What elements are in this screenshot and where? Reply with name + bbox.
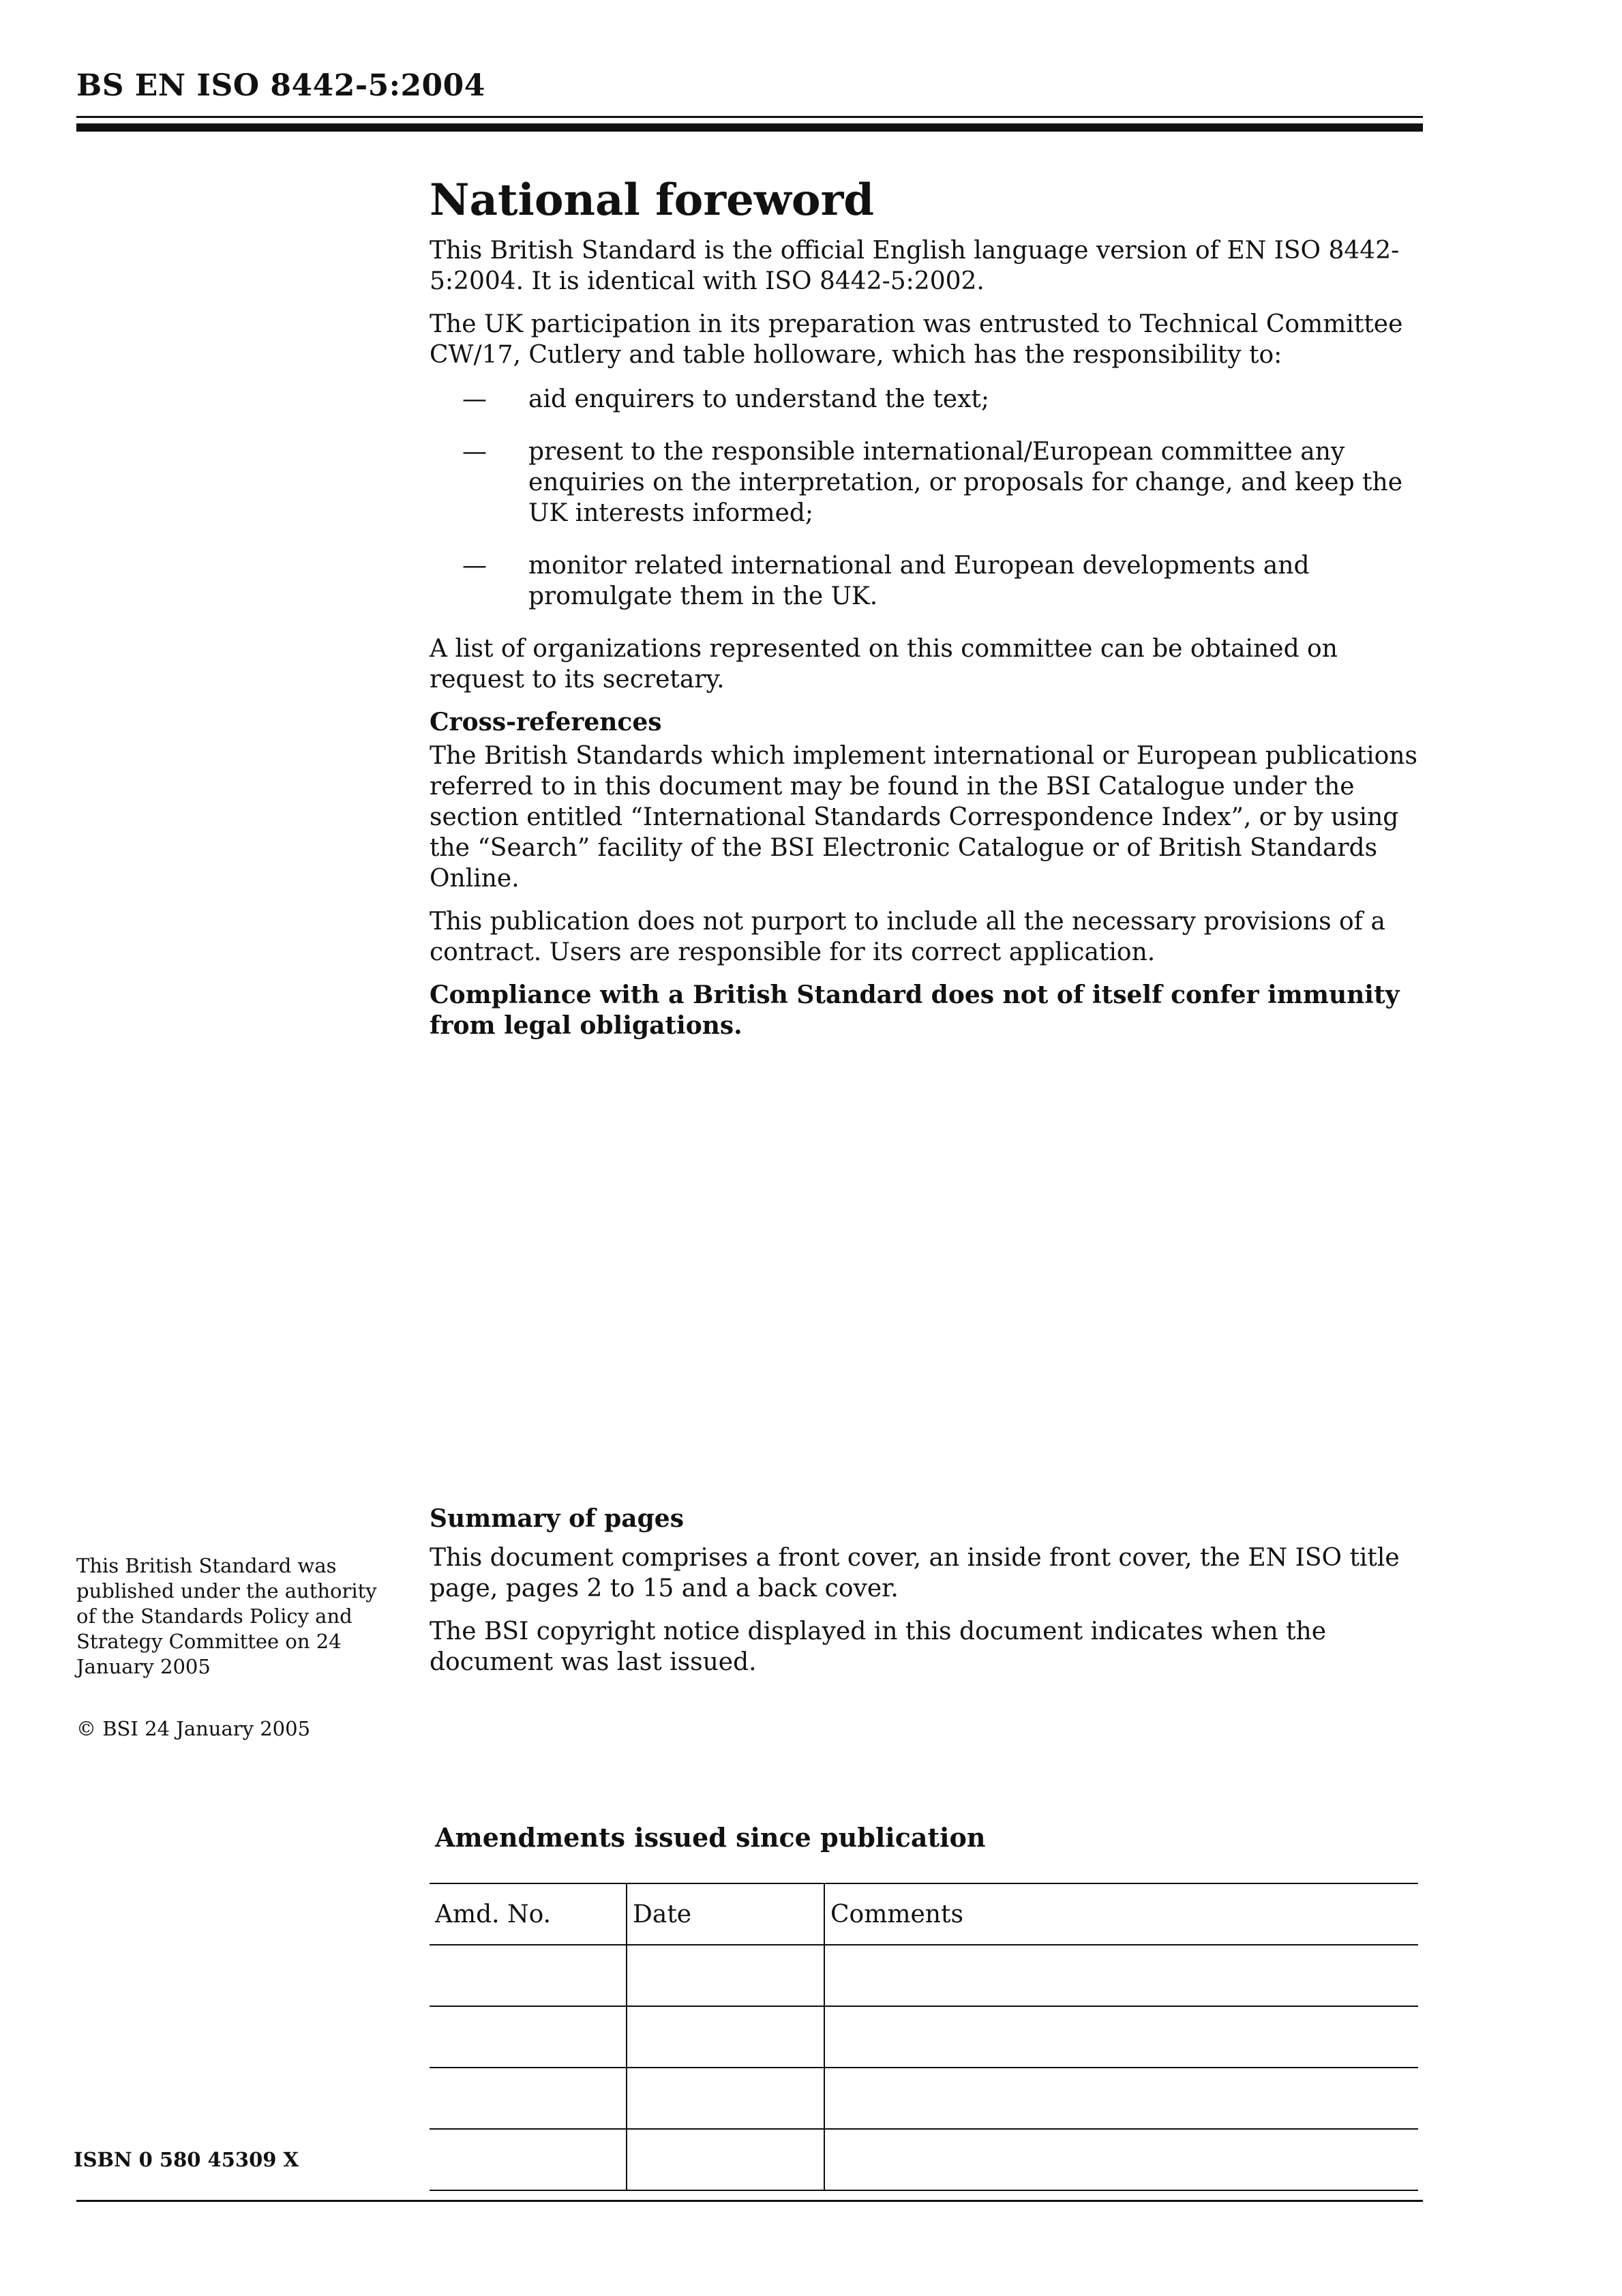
table-row — [430, 1945, 1418, 2006]
column-header-amd-no: Amd. No. — [430, 1883, 627, 1945]
table-row — [430, 2129, 1418, 2190]
table-cell — [627, 2068, 824, 2129]
list-item-text: aid enquirers to understand the text; — [528, 385, 990, 413]
document-id-header: BS EN ISO 8442-5:2004 — [76, 68, 485, 103]
publication-authority-note: This British Standard was published under the authority of the Standards Policy and Strategy Committee on 24 January 2005 — [76, 1554, 377, 1678]
column-header-date: Date — [627, 1883, 824, 1945]
table-cell — [430, 2129, 627, 2190]
footer-rule — [76, 2200, 1423, 2202]
table-cell — [430, 2006, 627, 2068]
table-cell — [430, 2068, 627, 2129]
list-item — [430, 436, 1425, 528]
summary-text-1: This document comprises a front cover, an inside front cover, the EN ISO title page, pages 2 to 15 and a back cover. — [430, 1544, 1400, 1602]
foreword-paragraph-4: This publication does not purport to include all the necessary provisions of a contract. Users are responsible for its correct application. — [430, 908, 1385, 966]
compliance-statement: Compliance with a British Standard does not of itself confer immunity from legal obligations. — [430, 981, 1400, 1040]
list-item-text: present to the responsible international/European committee any enquiries on the interpretation, or proposals for change, and keep the UK interests informed; — [528, 438, 1403, 527]
table-cell — [824, 2068, 1418, 2129]
table-cell — [627, 2129, 824, 2190]
foreword-paragraph-1: This British Standard is the official English language version of EN ISO 8442-5:2004. It is identical with ISO 8442-5:2002. — [430, 237, 1400, 295]
copyright-notice: © BSI 24 January 2005 — [76, 1717, 311, 1740]
table-header-row — [430, 1883, 1418, 1945]
dash-bullet: — — [462, 385, 487, 413]
table-row — [430, 2068, 1418, 2129]
header-thin-rule — [76, 116, 1423, 118]
table-cell — [824, 1945, 1418, 2006]
table-row — [430, 2006, 1418, 2068]
cross-references-text: The British Standards which implement international or European publications referred to in this document may be found in the BSI Catalogue under the section entitled “International Standards Correspondence Index”, or by using the “Search” facility of the BSI Electronic Catalogue or of British Standards Online. — [430, 742, 1417, 893]
list-item — [430, 550, 1425, 612]
page-title: National foreword — [430, 175, 875, 226]
dash-bullet: — — [462, 438, 487, 466]
summary-of-pages-section — [430, 1504, 1425, 1690]
column-header-comments: Comments — [824, 1883, 1418, 1945]
list-item-text: monitor related international and European developments and promulgate them in the UK. — [528, 552, 1310, 610]
list-item — [430, 384, 1425, 415]
summary-text-2: The BSI copyright notice displayed in this document indicates when the document was last issued. — [430, 1617, 1327, 1676]
foreword-paragraph-2: The UK participation in its preparation was entrusted to Technical Committee CW/17, Cutlery and table holloware, which has the responsibility to: — [430, 310, 1403, 369]
summary-heading: Summary of pages — [430, 1504, 684, 1533]
national-foreword-section — [430, 174, 1425, 1054]
table-cell — [627, 2006, 824, 2068]
cross-references-heading: Cross-references — [430, 708, 662, 736]
responsibility-list — [430, 384, 1425, 612]
table-cell — [824, 2006, 1418, 2068]
dash-bullet: — — [462, 552, 487, 580]
amendments-title: Amendments issued since publication — [435, 1822, 986, 1853]
amendments-table — [430, 1883, 1418, 2191]
header-thick-rule — [76, 123, 1423, 132]
table-cell — [430, 1945, 627, 2006]
isbn-number: ISBN 0 580 45309 X — [74, 2148, 299, 2171]
foreword-paragraph-3: A list of organizations represented on this committee can be obtained on request to its secretary. — [430, 635, 1338, 694]
table-cell — [824, 2129, 1418, 2190]
table-cell — [627, 1945, 824, 2006]
